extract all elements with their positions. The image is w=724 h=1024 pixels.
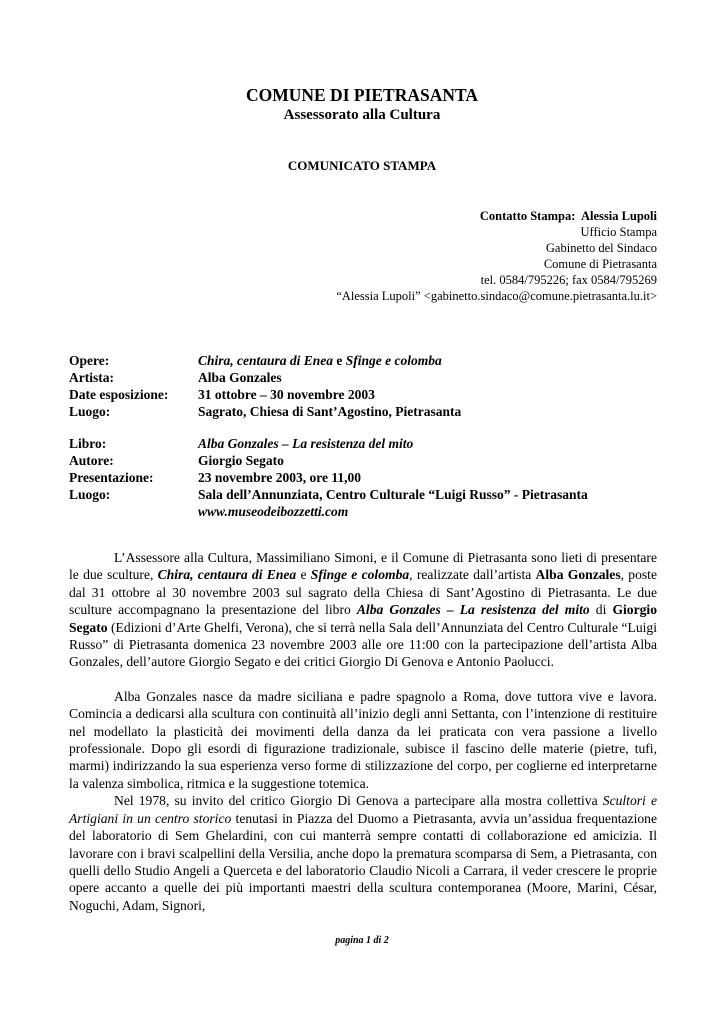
- info-value: Alba Gonzales: [198, 370, 282, 385]
- book-title: Alba Gonzales – La resistenza del mito: [356, 602, 590, 618]
- info-label: Autore:: [69, 453, 114, 468]
- page-number: pagina 1 di 2: [335, 935, 389, 946]
- info-value: Sagrato, Chiesa di Sant’Agostino, Pietrasanta: [198, 404, 462, 419]
- info-row-libro: [69, 435, 669, 452]
- doc-type-heading: COMUNICATO STAMPA: [287, 158, 437, 173]
- paragraph-1: [69, 549, 657, 671]
- book-title: Alba Gonzales – La resistenza del mito: [198, 436, 414, 451]
- paragraph-2: Alba Gonzales nasce da madre siciliana e padre spagnolo a Roma, dove tuttora vive e lavora. Comincia a dedicarsi alla scultura con continuità all’inizio degli anni Settanta, con l’intenzione di restituire nel modellato la plasticità dei movimenti della danza da lei praticata con vera passione a livello professionale. Dopo gli esordi di figurazione tradizionale, subisce il fascino delle materie (pietre, tufi, marmi) indirizzando la sua esperienza verso forme di stilizzazione del corpo, per coglierne ed interpretarne la valenza simbolica, ritmica e la suggestione totemica.: [69, 688, 657, 791]
- text-run: , poste dal 31 ottobre al 30 novembre 2003 sul sagrato della Chiesa di Sant’Agostino di Pietrasanta. Le due sculture accompagnano la presentazione del libro: [69, 567, 657, 618]
- text-run: tenutasi in Piazza del Duomo a Pietrasanta, avvia un’assidua frequentazione del laboratorio di Sem Ghelardini, con cui manterrà sempre contatti di collaborazione ed amicizia. Il lavorare con i bravi scalpellini della Versilia, anche dopo la prematura scomparsa di Sem, a Pietrasanta, con quelli dello Studio Angeli a Querceta e del laboratorio Claudio Nicoli a Carrara, il veder crescere le proprie opere accanto a quelle dei più importanti maestri della scultura contemporanea (Moore, Marini, César, Noguchi, Adam, Signori,: [69, 810, 657, 913]
- info-label: Luogo:: [69, 487, 111, 502]
- info-value: [198, 435, 413, 452]
- contact-lead-label: Contatto Stampa:: [479, 209, 576, 223]
- text-run: (Edizioni d’Arte Ghelfi, Verona), che si terrà nella Sala dell’Annunziata del Centro Culturale “Luigi Russo” di Pietrasanta domenica 23 novembre 2003 alle ore 11:00 con la partecipazione dell’artista Alba Gonzales, dell’autore Giorgio Segato e dei critici Giorgio Di Genova e Antonio Paolucci.: [69, 619, 657, 670]
- info-row-luogo: [69, 486, 669, 503]
- contact-email: “Alessia Lupoli” <gabinetto.sindaco@comune.pietrasanta.lu.it>: [336, 289, 657, 303]
- info-label: Luogo:: [69, 404, 111, 419]
- info-value: [198, 503, 348, 520]
- info-value: Giorgio Segato: [198, 453, 284, 468]
- info-value: 23 novembre 2003, ore 11,00: [198, 470, 361, 485]
- text-run: Nel 1978, su invito del critico Giorgio Di Genova a partecipare alla mostra collettiva: [114, 793, 603, 809]
- website-text: www.museodeibozzetti.com: [198, 504, 349, 519]
- body-text: [69, 549, 657, 914]
- text-run: e: [296, 567, 311, 583]
- text-run: , realizzate dall’artista: [409, 567, 536, 583]
- contact-office: Ufficio Stampa: [580, 225, 657, 239]
- artist-name: Alba Gonzales: [535, 567, 621, 583]
- info-label: Date esposizione:: [69, 387, 169, 402]
- text-run: di: [589, 602, 613, 618]
- info-label: Opere:: [69, 353, 110, 368]
- info-row-artista: [69, 369, 669, 386]
- text-run: L’Assessore alla Cultura, Massimiliano Simoni, e il Comune di Pietrasanta sono lieti di presentare le due sculture,: [69, 550, 657, 583]
- info-label: Libro:: [69, 436, 107, 451]
- info-value: 31 ottobre – 30 novembre 2003: [198, 387, 375, 402]
- conjunction: e: [333, 353, 346, 368]
- exhibition-title: Scultori e Artigiani in un centro storico: [69, 793, 657, 826]
- author-name: Giorgio Segato: [69, 602, 657, 635]
- work-title: Sfinge e colomba: [345, 353, 442, 368]
- exhibition-info: [69, 352, 669, 420]
- work-title: Chira, centaura di Enea: [198, 353, 334, 368]
- contact-phone-fax: tel. 0584/795226; fax 0584/795269: [480, 273, 657, 287]
- info-value: [198, 352, 442, 369]
- contact-lead-name: Alessia Lupoli: [580, 209, 657, 223]
- info-row-autore: [69, 452, 669, 469]
- info-label: Artista:: [69, 370, 114, 385]
- paragraph-3: [69, 792, 657, 914]
- work-title: Chira, centaura di Enea: [157, 567, 297, 583]
- contact-comune: Comune di Pietrasanta: [543, 257, 657, 271]
- info-row-web: [69, 503, 669, 520]
- press-contact-block: [336, 208, 657, 304]
- info-value: Sala dell’Annunziata, Centro Culturale “Luigi Russo” - Pietrasanta: [198, 487, 588, 502]
- work-title: Sfinge e colomba: [310, 567, 410, 583]
- dept-subtitle: Assessorato alla Cultura: [283, 107, 441, 123]
- contact-lead: [336, 208, 657, 224]
- book-info: [69, 435, 669, 520]
- info-label: Presentazione:: [69, 470, 154, 485]
- info-row-presentazione: [69, 469, 669, 486]
- info-row-opere: [69, 352, 669, 369]
- info-row-luogo: [69, 403, 669, 420]
- contact-cabinet: Gabinetto del Sindaco: [545, 241, 657, 255]
- org-title: COMUNE DI PIETRASANTA: [245, 85, 479, 105]
- info-row-date: [69, 386, 669, 403]
